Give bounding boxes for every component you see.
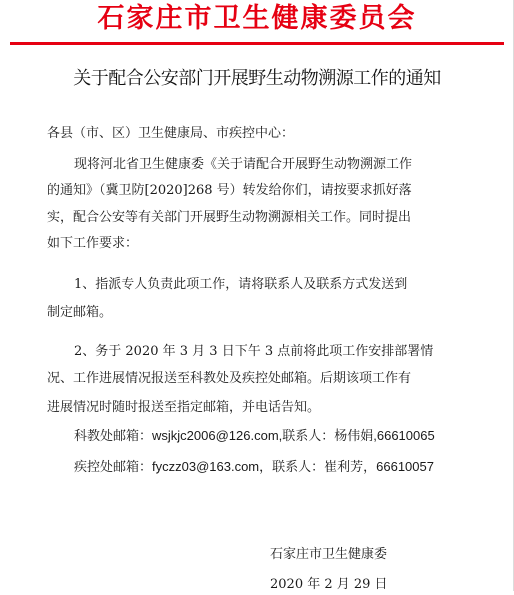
para1-line4: 如下工作要求： <box>47 236 139 251</box>
item1-line1: 1、指派专人负责此项工作，请将联系人及联系方式发送到 <box>74 277 408 292</box>
header-red-line <box>10 42 504 45</box>
para1-line3: 实，配合公安等有关部门开展野生动物溯源相关工作。同时提出 <box>47 210 412 225</box>
salutation: 各县（市、区）卫生健康局、市疾控中心： <box>47 126 295 141</box>
item2-line1: 2、务于 2020 年 3 月 3 日下午 3 点前将此项工作安排部署情 <box>74 344 434 359</box>
org-header: 石家庄市卫生健康委员会 <box>97 3 417 34</box>
issue-date: 2020 年 2 月 29 日 <box>270 577 388 592</box>
notice-title: 关于配合公安部门开展野生动物溯源工作的通知 <box>73 68 441 89</box>
para1-line2: 的通知》（冀卫防[2020]268 号）转发给你们，请按要求抓好落 <box>47 183 412 198</box>
item2-line3: 进展情况时随时报送至指定邮箱，并电话告知。 <box>47 400 321 415</box>
signature: 石家庄市卫生健康委 <box>270 547 388 562</box>
item2-line2: 况、工作进展情况报送至科教处及疾控处邮箱。后期该项工作有 <box>47 371 412 386</box>
para1-line1: 现将河北省卫生健康委《关于请配合开展野生动物溯源工作 <box>74 157 413 172</box>
item1-line2: 制定邮箱。 <box>47 305 113 320</box>
contact-keji: 科教处邮箱：wsjkjc2006@126.com,联系人：杨伟娟,66610065 <box>74 428 435 443</box>
contact-jikong: 疾控处邮箱：fyczz03@163.com，联系人：崔利芳，66610057 <box>74 459 434 474</box>
